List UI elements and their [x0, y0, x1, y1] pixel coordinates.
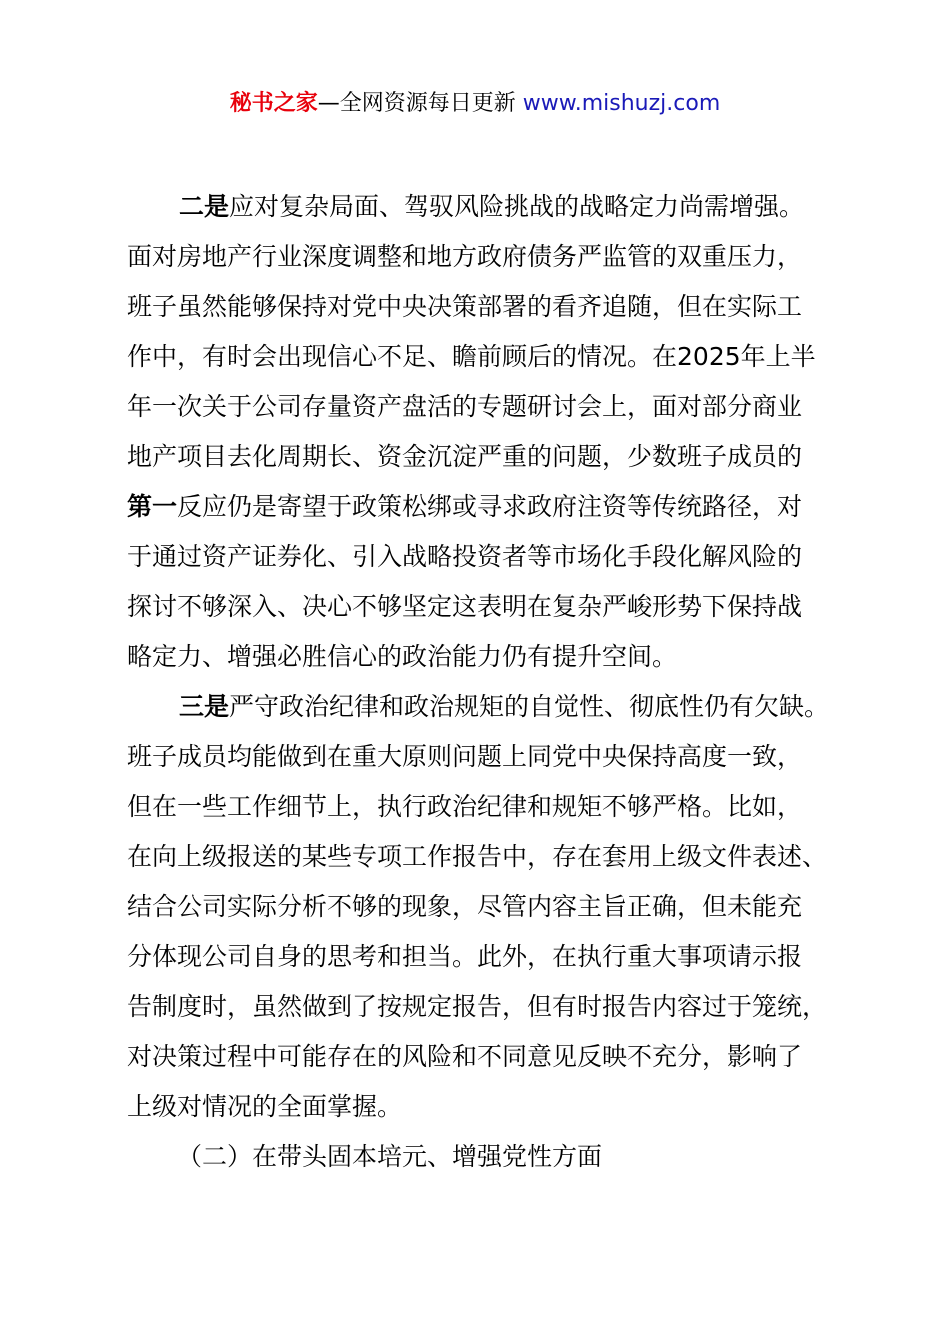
document-body — [127, 182, 843, 1182]
paragraph-line: 地产项目去化周期长、资金沉淀严重的问题，少数班子成员的 — [127, 442, 803, 471]
paragraph-line: 略定力、增强必胜信心的政治能力仍有提升空间。 — [127, 642, 678, 671]
paragraph-line: 分体现公司自身的思考和担当。此外，在执行重大事项请示报 — [127, 942, 803, 971]
paragraph-line: 二是应对复杂局面、驾驭风险挑战的战略定力尚需增强。 — [179, 192, 805, 221]
paragraph-lead: 三是 — [179, 692, 230, 721]
paragraph-line: 上级对情况的全面掌握。 — [127, 1092, 403, 1121]
paragraph-line: 班子成员均能做到在重大原则问题上同党中央保持高度一致， — [127, 742, 803, 771]
header-tagline: —全网资源每日更新 — [317, 91, 516, 116]
paragraph-line: 对决策过程中可能存在的风险和不同意见反映不充分，影响了 — [127, 1042, 803, 1071]
section-heading: （二）在带头固本培元、增强党性方面 — [177, 1142, 603, 1171]
paragraph-line: 作中，有时会出现信心不足、瞻前顾后的情况。在2025年上半 — [127, 342, 816, 371]
paragraph-line: 在向上级报送的某些专项工作报告中，存在套用上级文件表述、 — [127, 842, 828, 871]
brand-name: 秘书之家 — [229, 91, 318, 116]
paragraph-lead: 二是 — [179, 192, 230, 221]
paragraph-line: 告制度时，虽然做到了按规定报告，但有时报告内容过于笼统， — [127, 992, 828, 1021]
paragraph-two — [127, 182, 843, 682]
paragraph-line: 结合公司实际分析不够的现象，尽管内容主旨正确，但未能充 — [127, 892, 803, 921]
bold-phrase: 第一 — [127, 492, 178, 521]
paragraph-line: 班子虽然能够保持对党中央决策部署的看齐追随，但在实际工 — [127, 292, 803, 321]
paragraph-line: 面对房地产行业深度调整和地方政府债务严监管的双重压力， — [127, 242, 803, 271]
paragraph-line: 三是严守政治纪律和政治规矩的自觉性、彻底性仍有欠缺。 — [179, 692, 830, 721]
paragraph-line: 第一反应仍是寄望于政策松绑或寻求政府注资等传统路径，对 — [127, 492, 803, 521]
paragraph-line: 年一次关于公司存量资产盘活的专题研讨会上，面对部分商业 — [127, 392, 803, 421]
paragraph-line: 探讨不够深入、决心不够坚定这表明在复杂严峻形势下保持战 — [127, 592, 803, 621]
paragraph-line: 于通过资产证券化、引入战略投资者等市场化手段化解风险的 — [127, 542, 803, 571]
header-url-link[interactable]: www.mishuzj.com — [522, 91, 721, 116]
paragraph-three — [127, 682, 843, 1132]
paragraph-line: 但在一些工作细节上，执行政治纪律和规矩不够严格。比如， — [127, 792, 803, 821]
page-header — [0, 88, 950, 120]
